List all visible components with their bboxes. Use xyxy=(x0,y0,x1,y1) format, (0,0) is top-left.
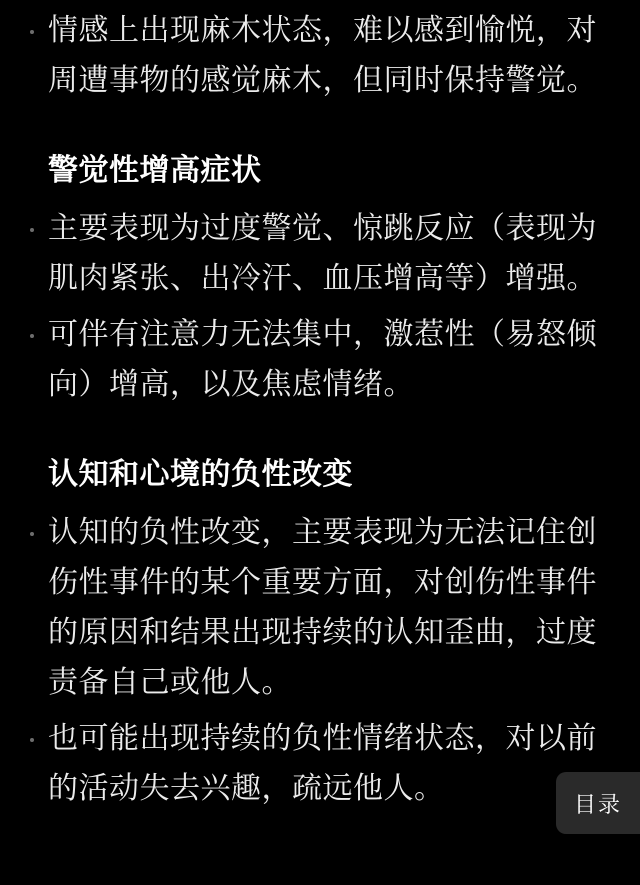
bullet-icon xyxy=(30,738,34,742)
paragraph-block xyxy=(26,508,610,708)
body-paragraph xyxy=(26,310,610,410)
section-heading: 警觉性增高症状 xyxy=(48,154,262,187)
bullet-icon xyxy=(30,30,34,34)
heading-block xyxy=(26,450,610,500)
bullet-icon xyxy=(30,228,34,232)
body-paragraph xyxy=(26,204,610,304)
section-heading: 认知和心境的负性改变 xyxy=(48,458,353,491)
section-spacer xyxy=(26,416,610,450)
page-bottom-edge xyxy=(0,879,640,885)
paragraph-text: 认知的负性改变，主要表现为无法记住创伤性事件的某个重要方面，对创伤性事件的原因和结果出现持续的认知歪曲，过度责备自己或他人。 xyxy=(48,516,597,699)
paragraph-text: 主要表现为过度警觉、惊跳反应（表现为肌肉紧张、出冷汗、血压增高等）增强。 xyxy=(48,212,597,295)
paragraph-text: 也可能出现持续的负性情绪状态，对以前的活动失去兴趣，疏远他人。 xyxy=(48,722,597,805)
body-paragraph xyxy=(26,508,610,708)
paragraph-text: 可伴有注意力无法集中，激惹性（易怒倾向）增高，以及焦虑情绪。 xyxy=(48,318,597,401)
paragraph-text: 情感上出现麻木状态，难以感到愉悦，对周遭事物的感觉麻木，但同时保持警觉。 xyxy=(48,14,597,97)
paragraph-block xyxy=(26,204,610,304)
heading-spacer xyxy=(26,500,610,508)
heading-block xyxy=(26,146,610,196)
section-spacer xyxy=(26,112,610,146)
paragraph-block xyxy=(26,6,610,106)
bullet-icon xyxy=(30,532,34,536)
paragraph-block xyxy=(26,310,610,410)
bullet-icon xyxy=(30,334,34,338)
toc-button-label: 目录 xyxy=(573,791,622,817)
heading-spacer xyxy=(26,196,610,204)
body-paragraph xyxy=(26,6,610,106)
table-of-contents-button[interactable] xyxy=(556,772,640,834)
paragraph-block xyxy=(26,714,610,814)
body-paragraph xyxy=(26,714,610,814)
